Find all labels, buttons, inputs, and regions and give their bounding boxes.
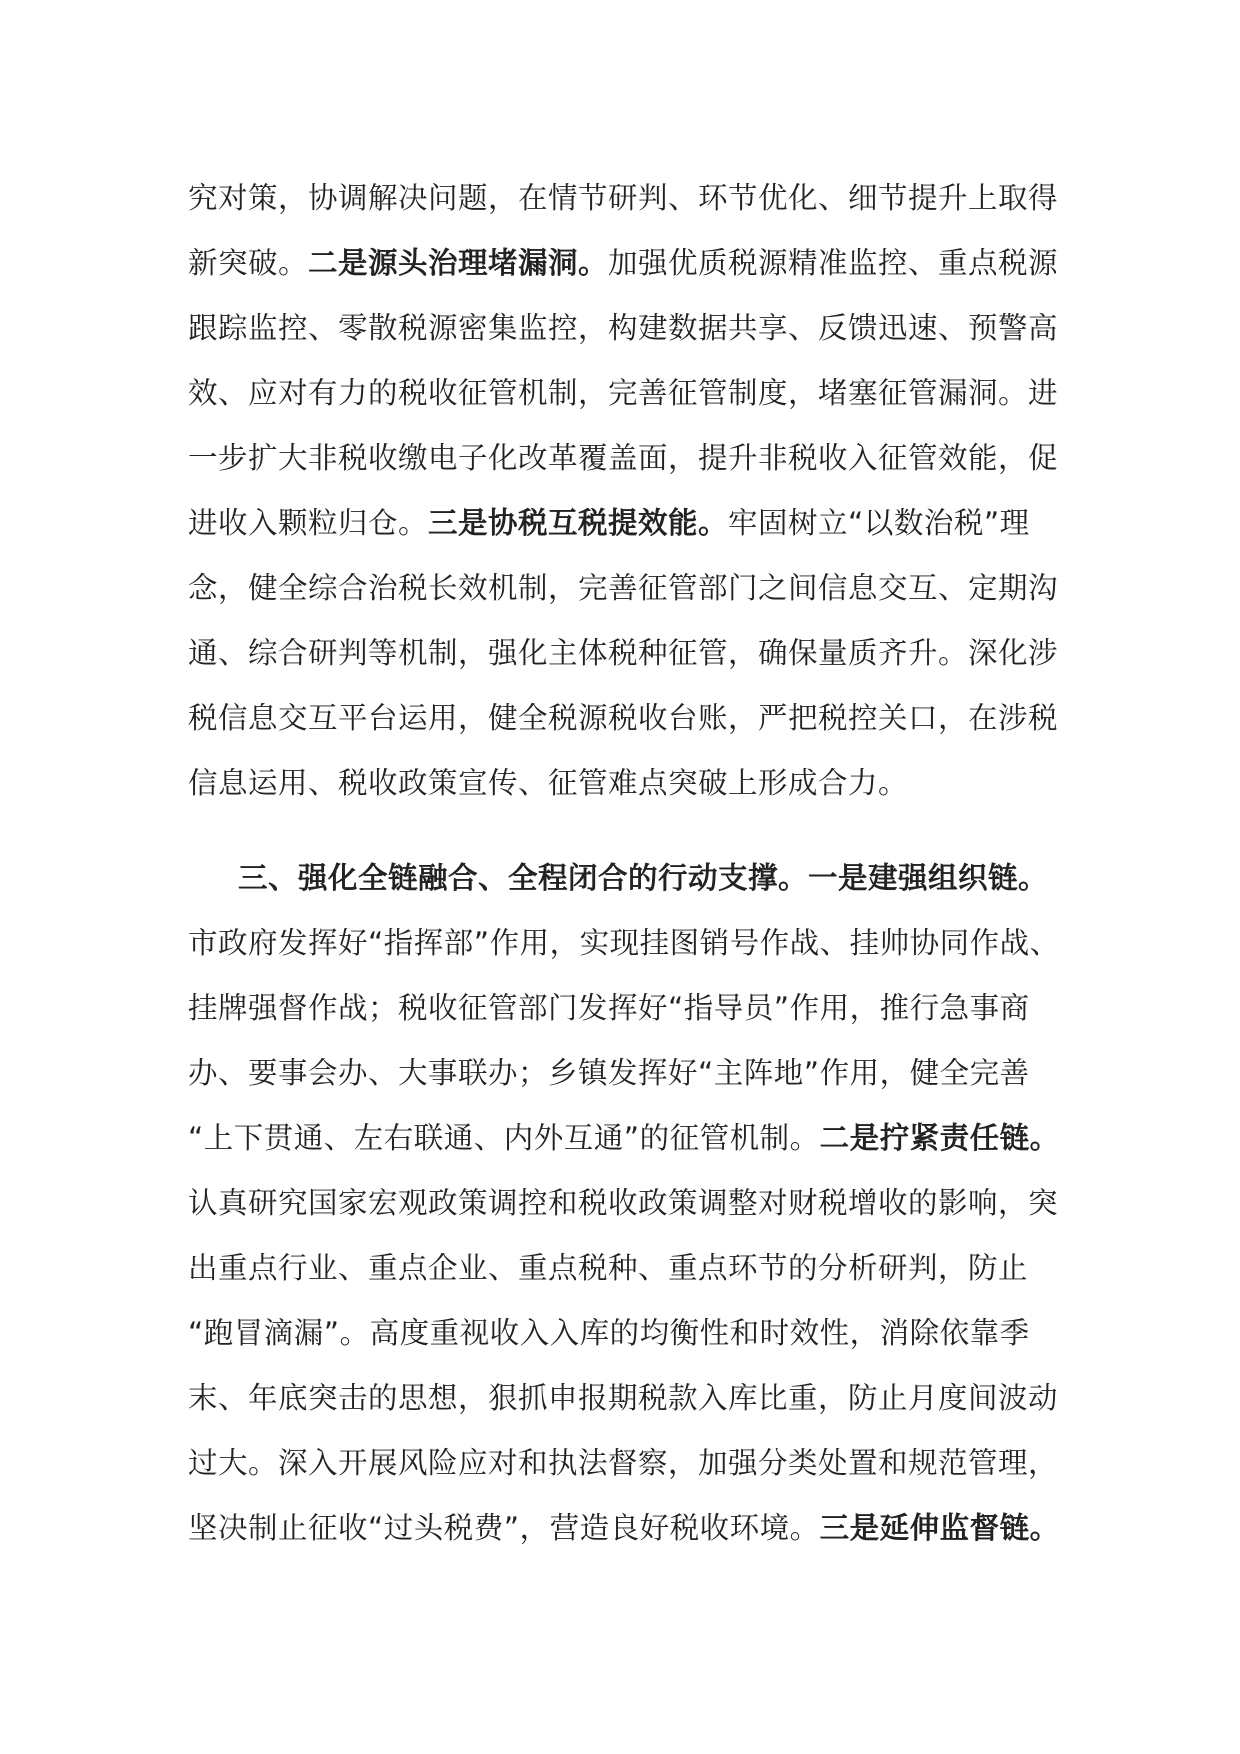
text-line <box>188 556 1068 621</box>
text-line <box>188 231 1068 296</box>
text-line <box>188 426 1068 491</box>
body-text: 过大。深入开展风险应对和执法督察，加强分类处置和规范管理， <box>188 1446 1059 1480</box>
bold-heading-text: 三是延伸监督链。 <box>819 1511 1060 1545</box>
text-line <box>188 751 1068 816</box>
body-text: 牢固树立“以数治税”理 <box>728 506 1030 540</box>
body-text: 念，健全综合治税长效机制，完善征管部门之间信息交互、定期沟 <box>188 571 1059 605</box>
body-text: 税信息交互平台运用，健全税源税收台账，严把税控关口，在涉税 <box>188 701 1059 735</box>
text-line <box>188 911 1068 976</box>
body-text: 认真研究国家宏观政策调控和税收政策调整对财税增收的影响，突 <box>188 1186 1059 1220</box>
text-line <box>188 361 1068 426</box>
text-line <box>188 1496 1068 1561</box>
body-text: 跟踪监控、零散税源密集监控，构建数据共享、反馈迅速、预警高 <box>188 311 1059 345</box>
text-line <box>188 1431 1068 1496</box>
paragraph-tax-source-governance <box>188 166 1068 816</box>
text-line <box>188 976 1068 1041</box>
body-text: “跑冒滴漏”。高度重视收入入库的均衡性和时效性，消除依靠季 <box>188 1316 1030 1350</box>
body-text: “上下贯通、左右联通、内外互通”的征管机制。 <box>188 1121 820 1155</box>
body-text: 新突破。 <box>188 246 309 280</box>
body-text: 究对策，协调解决问题，在情节研判、环节优化、细节提升上取得 <box>188 181 1059 215</box>
bold-heading-text: 二是拧紧责任链。 <box>819 1121 1060 1155</box>
text-line <box>188 1301 1068 1366</box>
body-text: 信息运用、税收政策宣传、征管难点突破上形成合力。 <box>188 766 909 800</box>
paragraph-action-support <box>188 846 1068 1561</box>
text-line <box>188 296 1068 361</box>
text-line <box>188 1236 1068 1301</box>
body-text: 加强优质税源精准监控、重点税源 <box>608 246 1059 280</box>
body-text: 坚决制止征收“过头税费”，营造良好税收环境。 <box>188 1511 820 1545</box>
body-text: 进收入颗粒归仓。 <box>188 506 429 540</box>
body-text: 市政府发挥好“指挥部”作用，实现挂图销号作战、挂帅协同作战、 <box>188 926 1060 960</box>
text-line <box>188 621 1068 686</box>
body-text: 办、要事会办、大事联办；乡镇发挥好“主阵地”作用，健全完善 <box>188 1056 1030 1090</box>
body-text: 效、应对有力的税收征管机制，完善征管制度，堵塞征管漏洞。进 <box>188 376 1059 410</box>
text-line <box>188 1366 1068 1431</box>
bold-heading-text: 三、强化全链融合、全程闭合的行动支撑。一是建强组织链。 <box>238 861 1049 895</box>
text-line <box>188 846 1068 911</box>
text-line <box>188 491 1068 556</box>
body-text: 末、年底突击的思想，狠抓申报期税款入库比重，防止月度间波动 <box>188 1381 1059 1415</box>
text-line <box>188 686 1068 751</box>
bold-heading-text: 二是源头治理堵漏洞。 <box>308 246 609 280</box>
body-text: 一步扩大非税收缴电子化改革覆盖面，提升非税收入征管效能，促 <box>188 441 1059 475</box>
body-text: 挂牌强督作战；税收征管部门发挥好“指导员”作用，推行急事商 <box>188 991 1030 1025</box>
text-line <box>188 1171 1068 1236</box>
text-line <box>188 166 1068 231</box>
bold-heading-text: 三是协税互税提效能。 <box>428 506 729 540</box>
text-line <box>188 1041 1068 1106</box>
body-text: 出重点行业、重点企业、重点税种、重点环节的分析研判，防止 <box>188 1251 1029 1285</box>
text-line <box>188 1106 1068 1171</box>
body-text: 通、综合研判等机制，强化主体税种征管，确保量质齐升。深化涉 <box>188 636 1059 670</box>
